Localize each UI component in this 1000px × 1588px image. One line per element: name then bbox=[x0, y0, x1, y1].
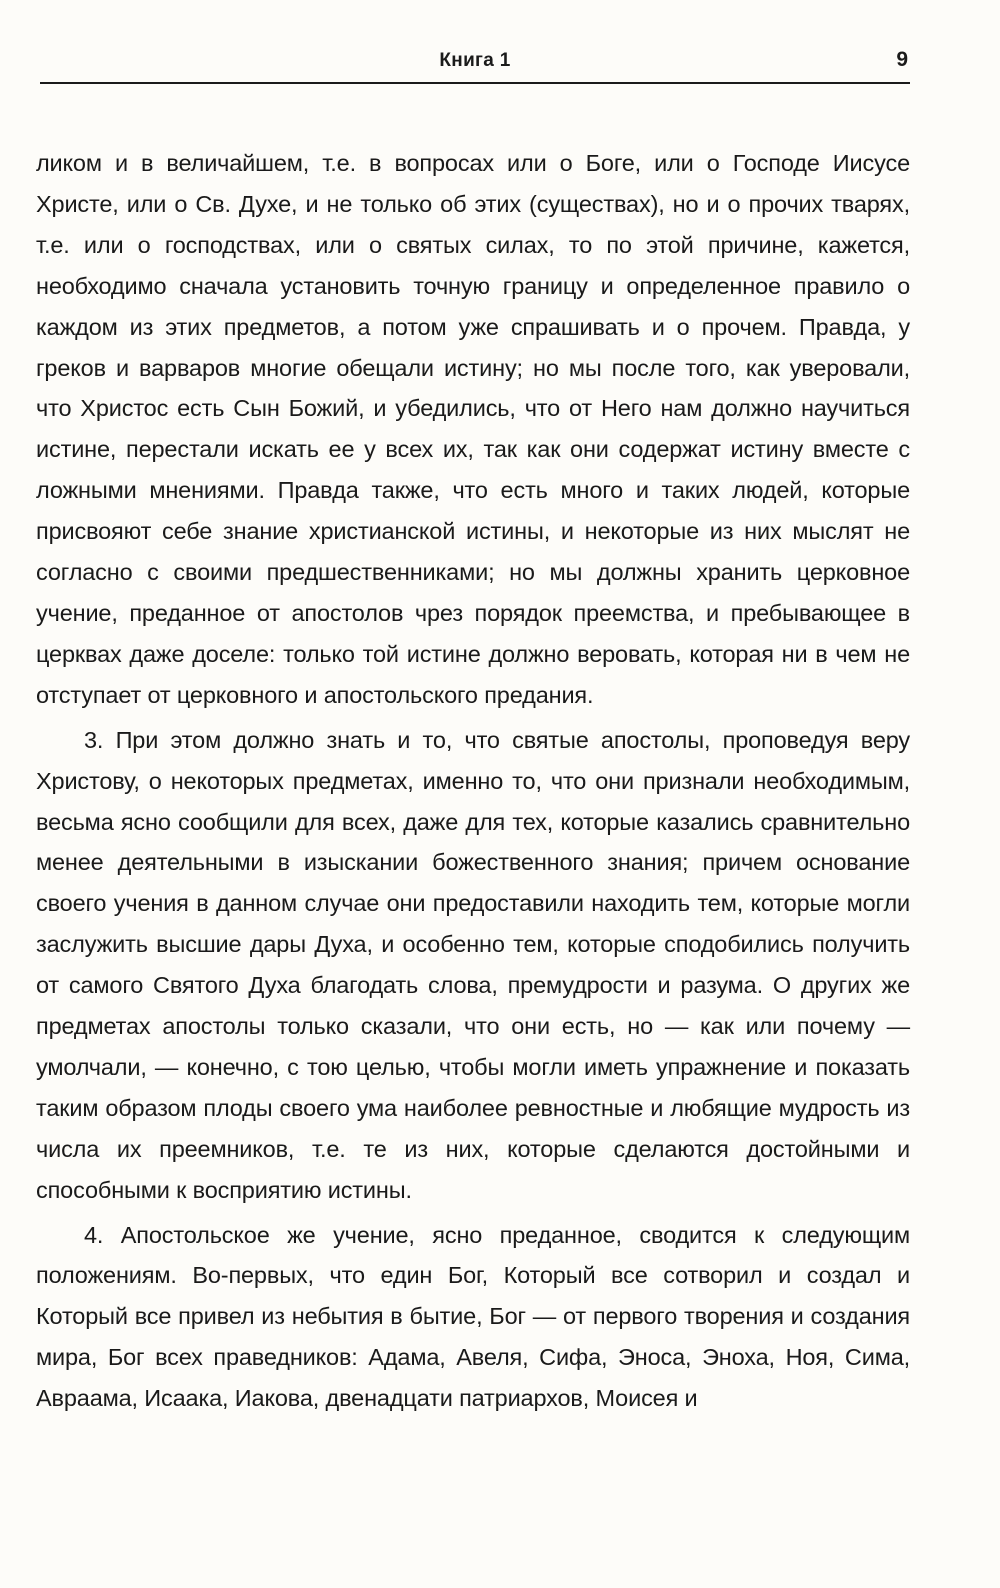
body-text bbox=[36, 143, 910, 1419]
paragraph-4: 4. Апостольское же учение, ясно преданное, сводится к следующим положениям. Во-первых, что един Бог, Который все сотворил и создал и Который все привел из небытия в бытие, Бог — от первого творения и создания мира, Бог всех праведников: Адама, Авеля, Сифа, Эноса, Эноха, Ноя, Сима, Авраама, Исаака, Иакова, двенадцати патриархов, Моисея и bbox=[36, 1221, 910, 1412]
paragraph-3: 3. При этом должно знать и то, что святые апостолы, проповедуя веру Христову, о некоторых предметах, именно то, что они признали необходимым, весьма ясно сообщили для всех, даже для тех, которые казались сравнительно менее деятельными в изыскании божественного знания; причем основание своего учения в данном случае они предоставили находить тем, которые могли заслужить высшие дары Духа, и особенно тем, которые сподобились получить от самого Святого Духа благодать слова, премудрости и разума. О других же предметах апостолы только сказали, что они есть, но — как или почему — умолчали, — конечно, с тою целью, чтобы могли иметь упражнение и показать таким образом плоды своего ума наиболее ревностные и любящие мудрость из числа их преемников, т.е. те из них, которые сделаются достойными и способными к восприятию истины. bbox=[36, 726, 910, 1203]
running-header bbox=[40, 46, 910, 84]
running-title: Книга 1 bbox=[439, 50, 511, 71]
paragraph-continuation: ликом и в величайшем, т.е. в вопросах или о Боге, или о Господе Иисусе Христе, или о Св. Духе, и не только об этих (существах), но и о прочих тварях, т.е. или о господствах, или о святых силах, то по этой причине, кажется, необходимо сначала установить точную границу и определенное правило о каждом из этих предметов, а потом уже спрашивать и о прочем. Правда, у греков и варваров многие обещали истину; но мы после того, как уверовали, что Христос есть Сын Божий, и убедились, что от Него нам должно научиться истине, перестали искать ее у всех их, так как они содержат истину вместе с ложными мнениями. Правда также, что есть много и таких людей, которые присвояют себе знание христианской истины, и некоторые из них мыслят не согласно с своими предшественниками; но мы должны хранить церковное учение, преданное от апостолов чрез порядок преемства, и пребывающее в церквах даже доселе: только той истине должно веровать, которая ни в чем не отступает от церковного и апостольского предания. bbox=[36, 150, 910, 708]
page-number: 9 bbox=[896, 48, 908, 71]
